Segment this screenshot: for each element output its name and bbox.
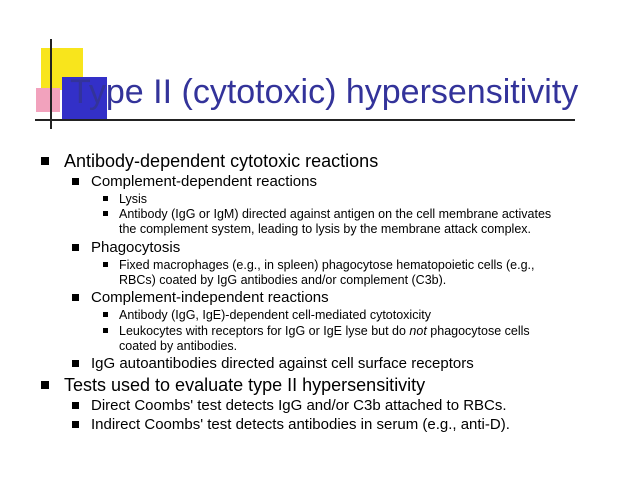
bullet-text-line: RBCs) coated by IgG antibodies and/or complement (C3b). <box>119 272 447 287</box>
decorative-vertical-line <box>50 39 52 129</box>
title-underline <box>35 119 575 121</box>
square-bullet-icon <box>103 196 108 201</box>
bullet-text: Phagocytosis <box>91 239 181 256</box>
text-run: phagocytose cells <box>426 324 530 338</box>
emphasis-text: not <box>409 324 427 338</box>
bullet-text: IgG autoantibodies directed against cell surface receptors <box>91 355 474 372</box>
bullet-text: Complement-independent reactions <box>91 289 329 306</box>
bullet-text: Complement-dependent reactions <box>91 173 317 190</box>
slide-title: Type II (cytotoxic) hypersensitivity <box>70 73 579 111</box>
square-bullet-icon <box>103 211 108 216</box>
square-bullet-icon <box>72 421 79 428</box>
square-bullet-icon <box>72 244 79 251</box>
square-bullet-icon <box>72 360 79 367</box>
square-bullet-icon <box>72 178 79 185</box>
square-bullet-icon <box>103 328 108 333</box>
square-bullet-icon <box>72 402 79 409</box>
bullet-text: Lysis <box>119 192 148 206</box>
square-bullet-icon <box>41 157 49 165</box>
bullet-text: Antibody (IgG, IgE)-dependent cell-mediated cytotoxicity <box>119 308 431 322</box>
bullet-text-line: coated by antibodies. <box>119 338 238 353</box>
square-bullet-icon <box>103 312 108 317</box>
bullet-text: Indirect Coombs' test detects antibodies in serum (e.g., anti-D). <box>91 416 510 433</box>
bullet-text: Antibody-dependent cytotoxic reactions <box>64 151 379 171</box>
bullet-text-line <box>119 324 530 339</box>
square-bullet-icon <box>72 294 79 301</box>
bullet-text: Direct Coombs' test detects IgG and/or C3b attached to RBCs. <box>91 397 507 414</box>
decorative-pink-square <box>36 88 60 112</box>
bullet-text-line: Fixed macrophages (e.g., in spleen) phagocytose hematopoietic cells (e.g., <box>119 258 535 272</box>
bullet-text-line: the complement system, leading to lysis by the membrane attack complex. <box>119 221 531 236</box>
bullet-text-line: Antibody (IgG or IgM) directed against antigen on the cell membrane activates <box>119 207 552 221</box>
text-run: Leukocytes with receptors for IgG or IgE lyse but do <box>119 324 410 338</box>
square-bullet-icon <box>41 381 49 389</box>
bullet-text: Tests used to evaluate type II hypersensitivity <box>64 375 426 395</box>
square-bullet-icon <box>103 262 108 267</box>
